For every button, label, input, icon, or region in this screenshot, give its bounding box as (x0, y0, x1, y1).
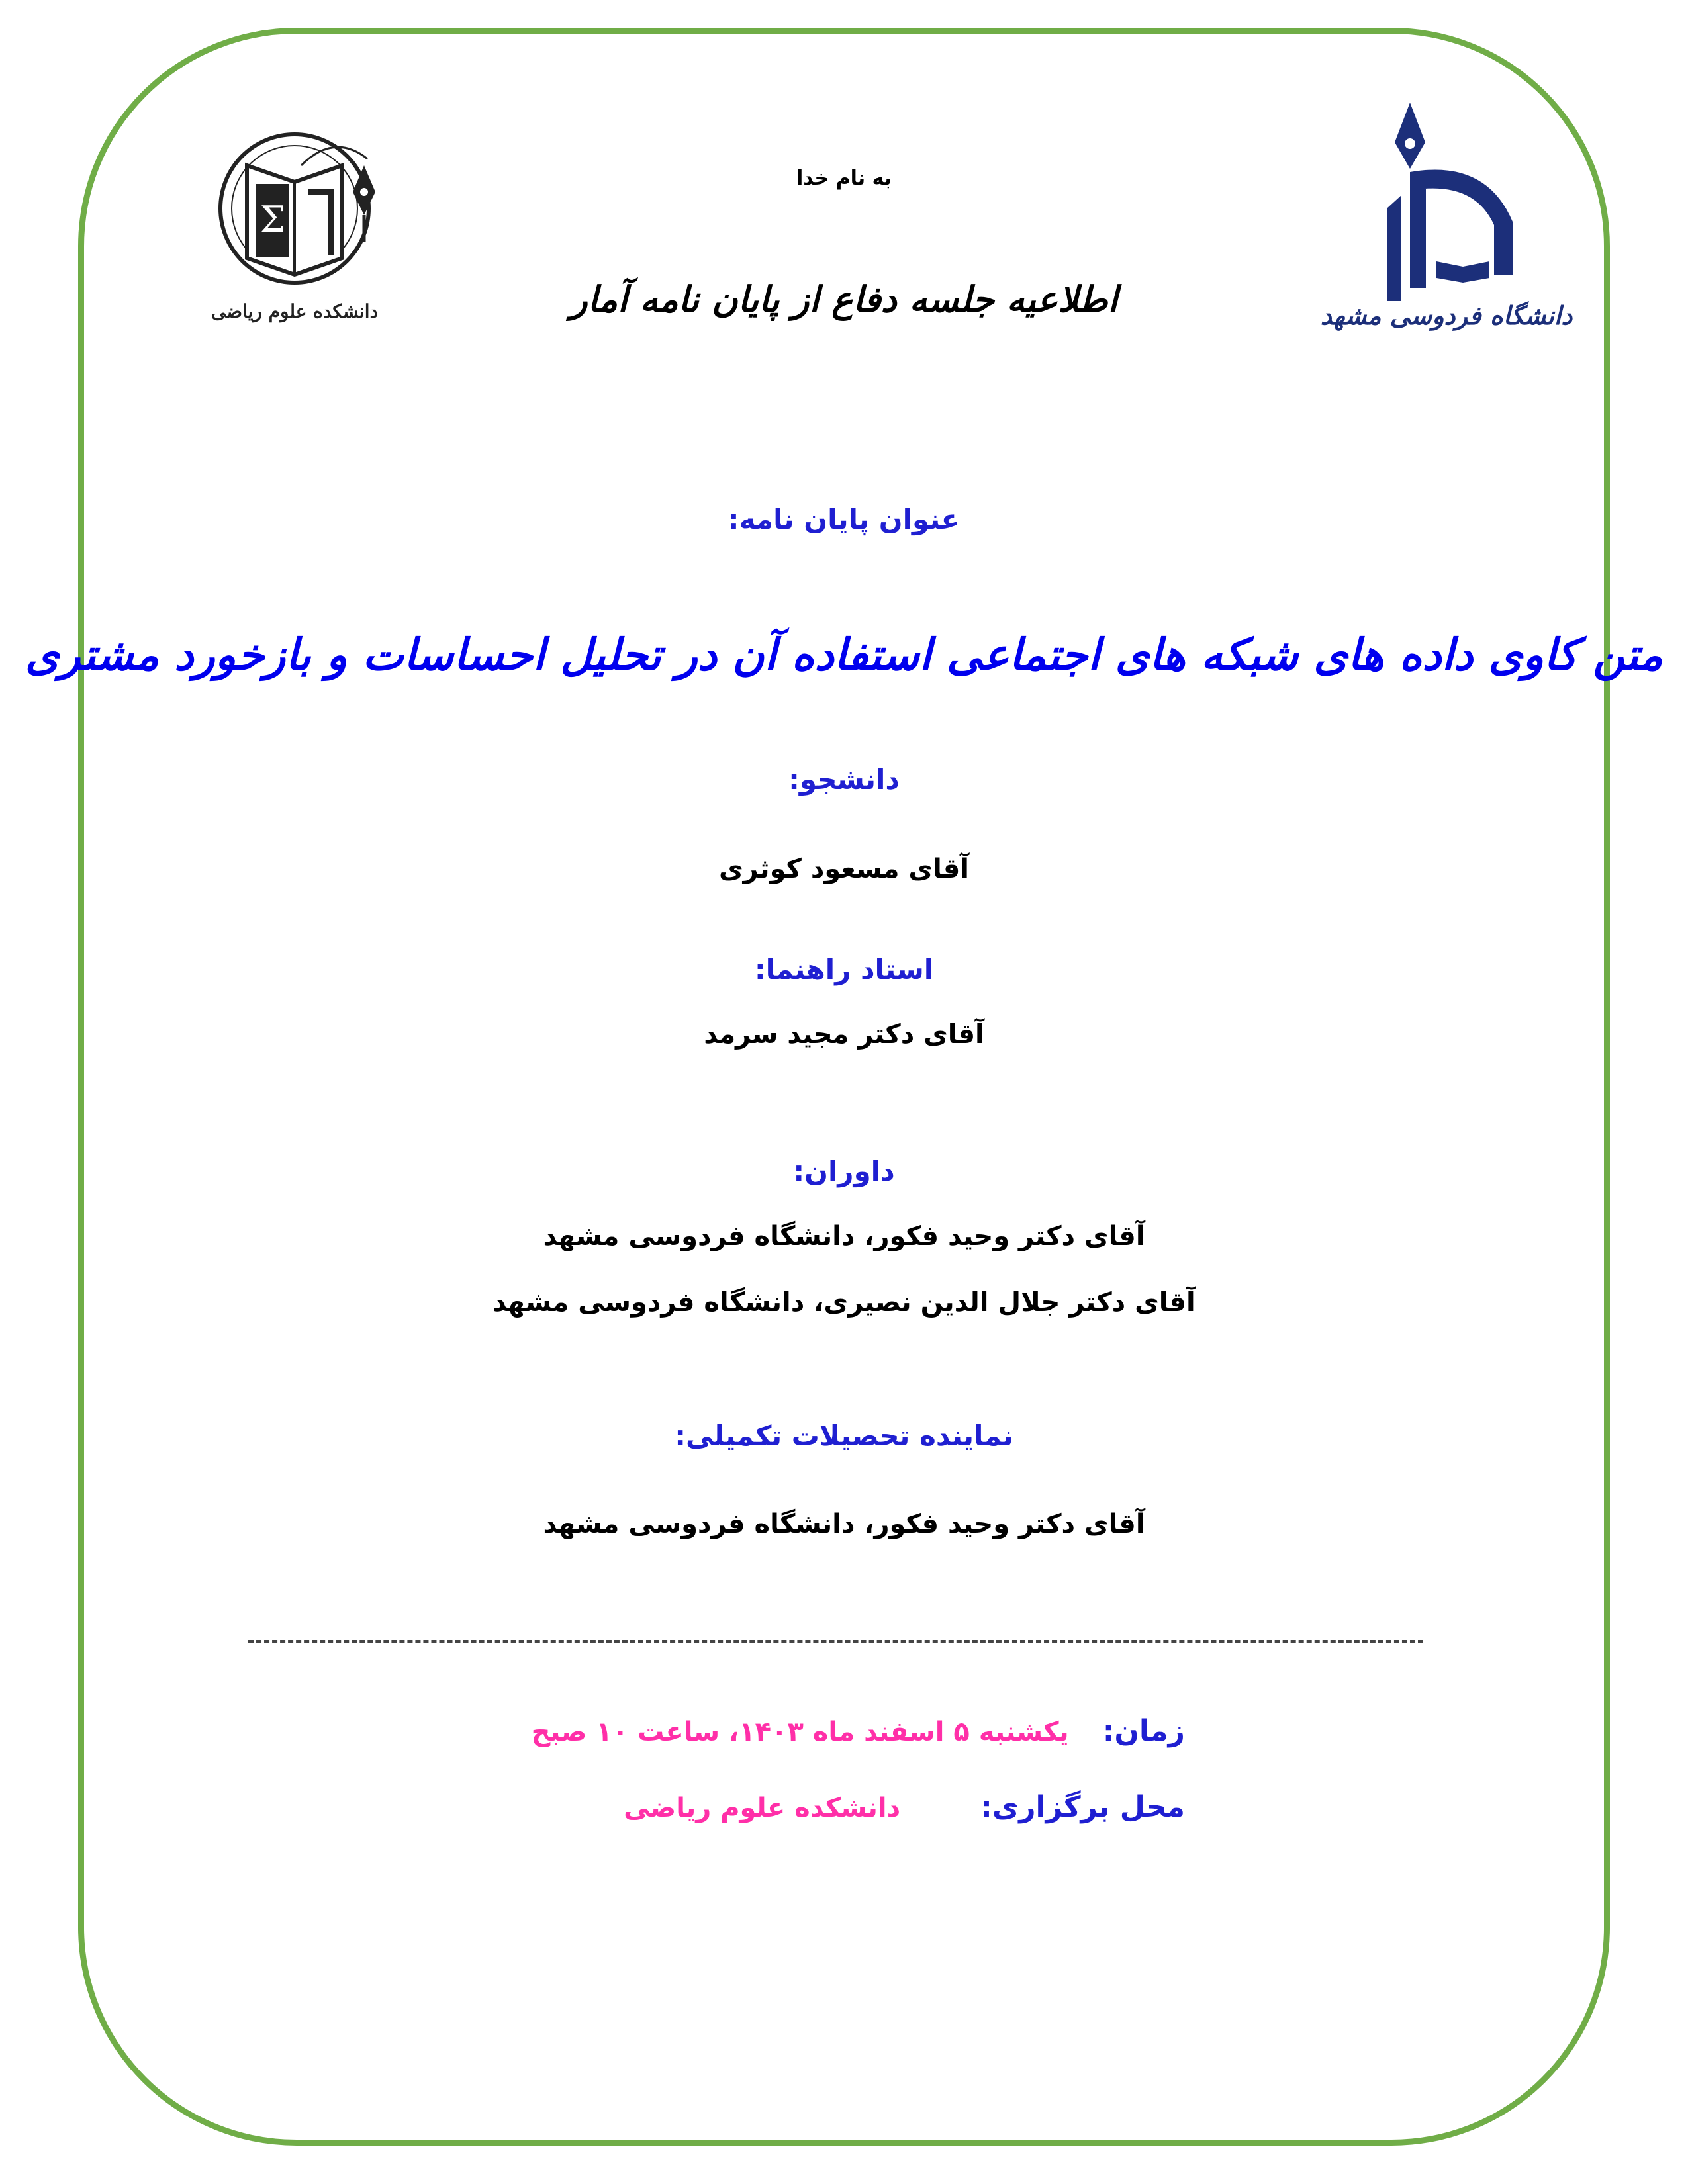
advisor-label: استاد راهنما: (754, 953, 934, 985)
student-label: دانشجو: (788, 763, 900, 796)
university-logo-caption: دانشگاه فردوسی مشهد (1320, 300, 1573, 330)
thesis-title: متن کاوی داده های شبکه های اجتماعی استفاده آن در تحلیل احساسات و بازخورد مشتری (25, 629, 1663, 680)
separator-line (248, 1640, 1423, 1643)
representative-label: نماینده تحصیلات تکمیلی: (675, 1420, 1013, 1452)
representative-name: آقای دکتر وحید فکور، دانشگاه فردوسی مشهد (543, 1509, 1145, 1539)
referee-name: آقای دکتر وحید فکور، دانشگاه فردوسی مشهد (543, 1221, 1145, 1251)
faculty-logo-caption: دانشکده علوم ریاضی (211, 300, 379, 322)
referee-name: آقای دکتر جلال الدین نصیری، دانشگاه فردوسی مشهد (492, 1287, 1196, 1318)
student-name: آقای مسعود کوثری (719, 854, 969, 884)
advisor-name: آقای دکتر مجید سرمد (704, 1019, 984, 1050)
bismillah-heading: به نام خدا (796, 167, 892, 190)
location-value: دانشکده علوم ریاضی (624, 1793, 901, 1823)
svg-text:Σ: Σ (259, 199, 286, 240)
announcement-title: اطلاعیه جلسه دفاع از پایان نامه آمار (570, 278, 1118, 320)
time-row (532, 1714, 1185, 1748)
time-value: یکشنبه ۵ اسفند ماه ۱۴۰۳، ساعت ۱۰ صبح (531, 1717, 1069, 1747)
thesis-title-label: عنوان پایان نامه: (727, 503, 961, 535)
referees-label: داوران: (793, 1155, 895, 1187)
location-row (624, 1790, 1185, 1824)
location-label: محل برگزاری: (980, 1790, 1185, 1824)
time-label: زمان: (1102, 1714, 1185, 1748)
